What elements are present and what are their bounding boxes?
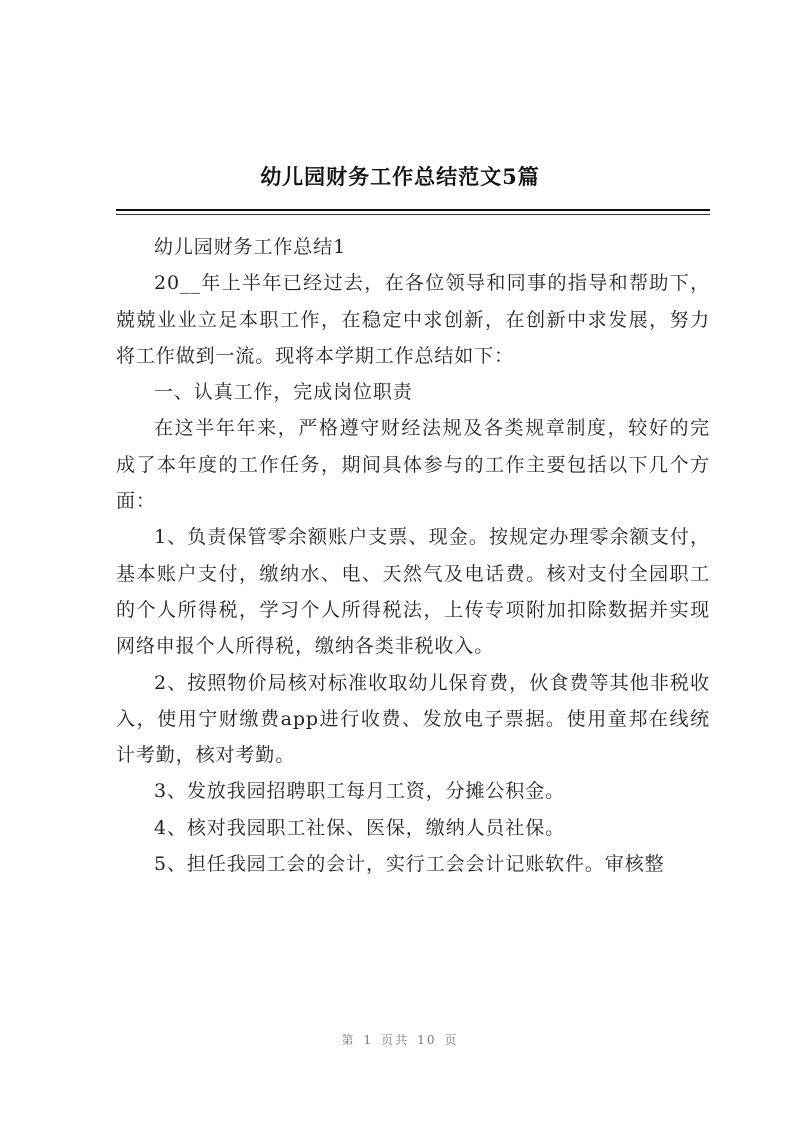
list-item: 5、担任我园工会的会计，实行工会会计记账软件。审核整 [154, 853, 665, 876]
document-title: 幼儿园财务工作总结范文5篇 [260, 164, 540, 189]
title-divider [116, 209, 710, 211]
list-item: 1、负责保管零余额账户支票、现金。按规定办理零余额支付，基本账户支付，缴纳水、电、天然气及电话费。核对支付全园职工的个人所得税，学习个人所得税法，上传专项附加扣除数据并实现网络申报个人所得税，缴纳各类非税收入。 [116, 526, 710, 658]
footer-suffix: 页 [444, 1033, 459, 1047]
subsection-heading: 一、认真工作，完成岗位职责 [154, 381, 413, 404]
body-paragraph: 20__年上半年已经过去，在各位领导和同事的指导和帮助下，兢兢业业立足本职工作，在稳定中求创新，在创新中求发展，努力将工作做到一流。现将本学期工作总结如下： [116, 272, 710, 367]
list-item: 2、按照物价局核对标准收取幼儿保育费，伙食费等其他非税收入，使用宁财缴费app进行收费、发放电子票据。使用童邦在线统计考勤，核对考勤。 [116, 671, 710, 767]
page-footer [0, 1031, 800, 1048]
body-paragraph: 在这半年年来，严格遵守财经法规及各类规章制度，较好的完成了本年度的工作任务，期间具体参与的工作主要包括以下几个方面： [116, 417, 710, 513]
footer-total-pages: 10 [417, 1033, 437, 1047]
list-item: 4、核对我园职工社保、医保，缴纳人员社保。 [154, 816, 565, 839]
footer-page-number: 1 [363, 1033, 374, 1047]
footer-prefix: 第 [341, 1033, 356, 1047]
section-heading: 幼儿园财务工作总结1 [154, 236, 347, 258]
title-divider-thin [116, 214, 710, 215]
document-body [116, 229, 710, 882]
list-item: 3、发放我园招聘职工每月工资，分摊公积金。 [154, 780, 565, 803]
footer-middle: 页共 [381, 1033, 410, 1047]
